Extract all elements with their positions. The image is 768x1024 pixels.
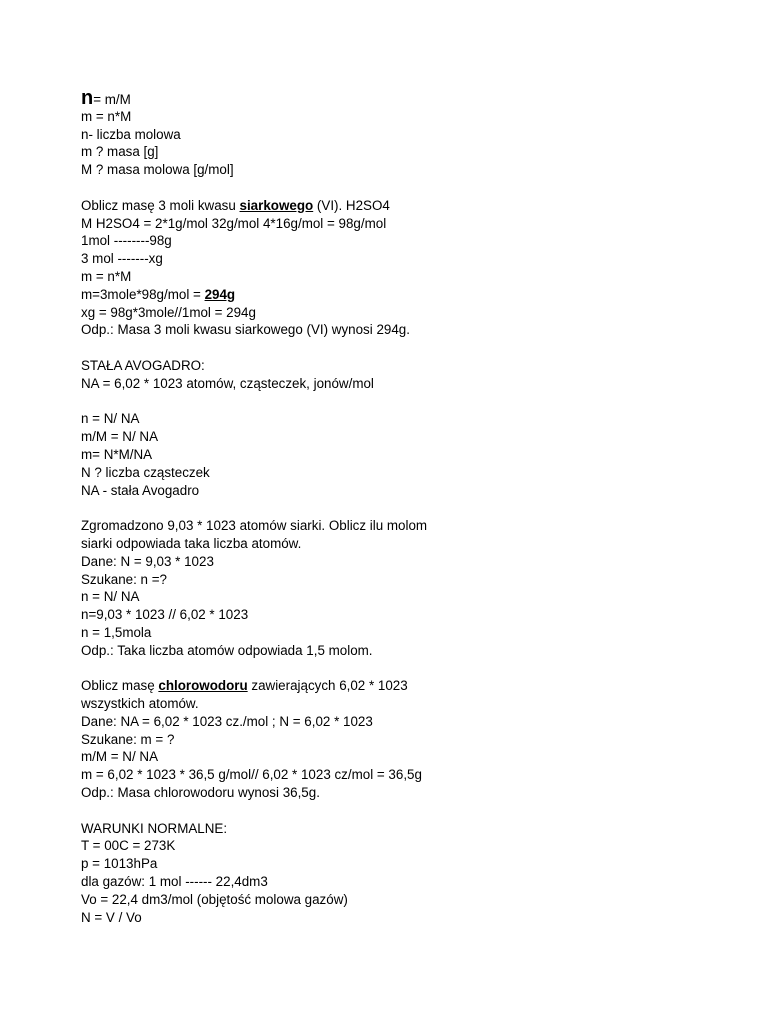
example2-answer-line: Odp.: Taka liczba atomów odpowiada 1,5 molom. bbox=[81, 642, 373, 658]
spacer bbox=[81, 499, 721, 517]
normal-conditions-heading: WARUNKI NORMALNE: bbox=[81, 820, 228, 836]
example3-task-text: Oblicz masę bbox=[81, 678, 159, 694]
definition-M-line: M ? masa molowa [g/mol] bbox=[81, 162, 234, 178]
example3-line: Szukane: m = ? bbox=[81, 731, 175, 747]
example2-line: Szukane: n =? bbox=[81, 571, 167, 587]
example2-line: siarki odpowiada taka liczba atomów. bbox=[81, 535, 302, 551]
example1-calc-result: 294g bbox=[204, 286, 236, 302]
normal-conditions-line: dla gazów: 1 mol ------ 22,4dm3 bbox=[81, 874, 268, 890]
example2-line: n = N/ NA bbox=[81, 589, 140, 605]
example1-task-bold: siarkowego bbox=[239, 197, 314, 213]
document-page bbox=[81, 87, 721, 926]
example1-task-tail: (VI). H2SO4 bbox=[313, 197, 390, 213]
example2-line: Dane: N = 9,03 * 1023 bbox=[81, 553, 214, 569]
formula-n-rest: = m/M bbox=[93, 92, 131, 107]
normal-conditions-line: T = 00C = 273K bbox=[81, 838, 176, 854]
example2-line: n = 1,5mola bbox=[81, 624, 152, 640]
example3-task-bold: chlorowodoru bbox=[158, 678, 248, 694]
normal-conditions-line: Vo = 22,4 dm3/mol (objętość molowa gazów) bbox=[81, 891, 348, 907]
example1-calc-line bbox=[81, 286, 721, 304]
example1-line: M H2SO4 = 2*1g/mol 32g/mol 4*16g/mol = 98g/mol bbox=[81, 215, 387, 231]
avogadro-formula-line: N ? liczba cząsteczek bbox=[81, 464, 210, 480]
normal-conditions-line: N = V / Vo bbox=[81, 909, 142, 925]
spacer bbox=[81, 339, 721, 357]
example3-task-tail: zawierających 6,02 * 1023 bbox=[247, 678, 408, 694]
avogadro-formula-line: m= N*M/NA bbox=[81, 446, 153, 462]
example1-answer-line: Odp.: Masa 3 moli kwasu siarkowego (VI) wynosi 294g. bbox=[81, 322, 410, 338]
example1-line: xg = 98g*3mole//1mol = 294g bbox=[81, 304, 256, 320]
example3-line: Dane: NA = 6,02 * 1023 cz./mol ; N = 6,02 * 1023 bbox=[81, 713, 373, 729]
example1-calc-text: m=3mole*98g/mol = bbox=[81, 286, 205, 302]
example2-line: Zgromadzono 9,03 * 1023 atomów siarki. Oblicz ilu molom bbox=[81, 518, 428, 534]
spacer bbox=[81, 393, 721, 411]
example3-line: m/M = N/ NA bbox=[81, 749, 159, 765]
example1-line: m = n*M bbox=[81, 268, 132, 284]
formula-m-line: m = n*M bbox=[81, 108, 132, 124]
avogadro-formula-line: NA - stała Avogadro bbox=[81, 482, 200, 498]
avogadro-formula-line: m/M = N/ NA bbox=[81, 429, 159, 445]
spacer bbox=[81, 660, 721, 678]
avogadro-heading: STAŁA AVOGADRO: bbox=[81, 357, 205, 373]
example3-line: wszystkich atomów. bbox=[81, 696, 199, 712]
spacer bbox=[81, 179, 721, 197]
example1-task-text: Oblicz masę 3 moli kwasu bbox=[81, 197, 240, 213]
avogadro-constant-line: NA = 6,02 * 1023 atomów, cząsteczek, jonów/mol bbox=[81, 375, 374, 391]
definition-n-line: n- liczba molowa bbox=[81, 126, 181, 142]
spacer bbox=[81, 802, 721, 820]
normal-conditions-line: p = 1013hPa bbox=[81, 856, 158, 872]
definition-m-line: m ? masa [g] bbox=[81, 144, 159, 160]
example3-task-line bbox=[81, 677, 721, 695]
example1-task-line bbox=[81, 197, 721, 215]
example2-line: n=9,03 * 1023 // 6,02 * 1023 bbox=[81, 607, 249, 623]
formula-n-line bbox=[81, 87, 721, 109]
avogadro-formula-line: n = N/ NA bbox=[81, 411, 140, 427]
example1-line: 1mol --------98g bbox=[81, 233, 172, 249]
example3-line: m = 6,02 * 1023 * 36,5 g/mol// 6,02 * 1023 cz/mol = 36,5g bbox=[81, 767, 422, 783]
example3-answer-line: Odp.: Masa chlorowodoru wynosi 36,5g. bbox=[81, 785, 320, 801]
n-symbol: n bbox=[81, 87, 94, 109]
example1-line: 3 mol -------xg bbox=[81, 251, 163, 267]
